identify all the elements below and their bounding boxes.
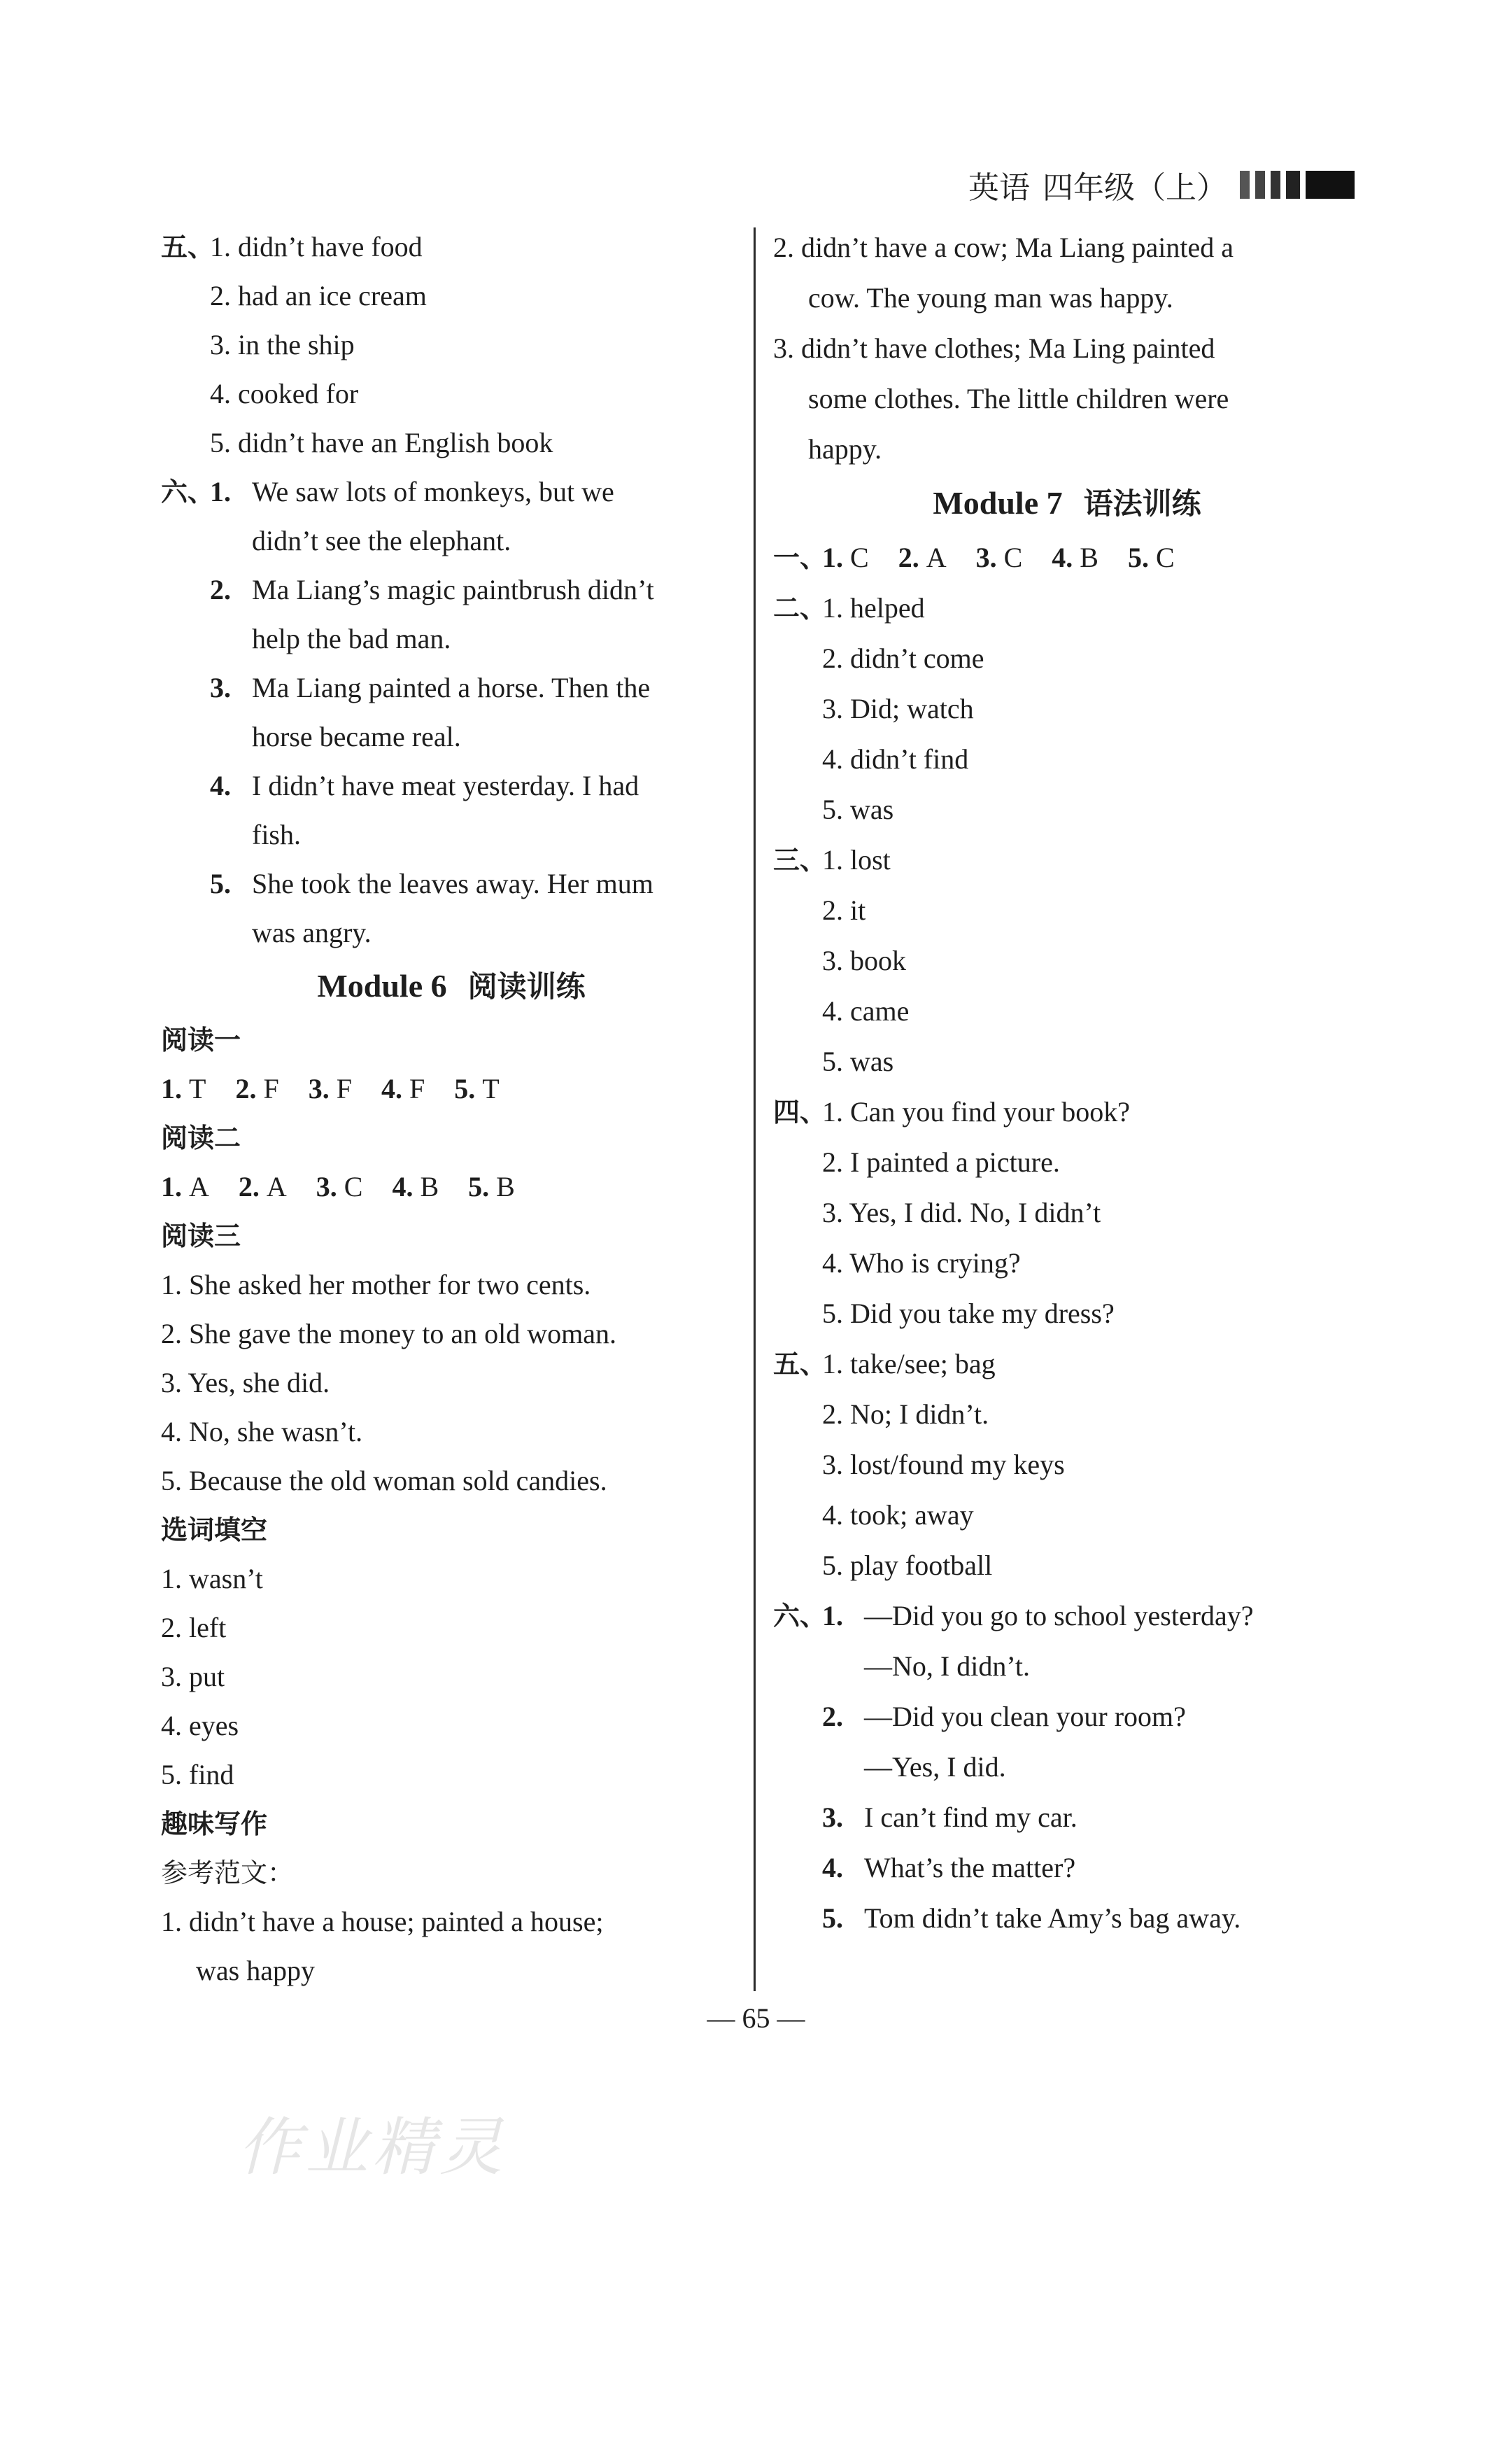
item-number: 1. xyxy=(210,476,231,507)
list-item xyxy=(773,734,1361,785)
answer-text: I can’t find my car. xyxy=(864,1802,1078,1833)
list-item xyxy=(773,633,1361,684)
answer-text: 3. lost/found my keys xyxy=(822,1449,1065,1480)
list-item: 1. wasn’t xyxy=(161,1563,263,1594)
list-item xyxy=(773,1037,1361,1087)
answer-continuation: cow. The young man was happy. xyxy=(808,282,1173,314)
list-item xyxy=(773,785,1361,835)
list-item: 5. Because the old woman sold candies. xyxy=(161,1465,607,1496)
list-item xyxy=(773,1893,1361,1944)
item-number: 3. xyxy=(822,1802,843,1833)
list-item xyxy=(161,321,742,370)
module-7-heading xyxy=(773,475,1361,533)
answer-text: We saw lots of monkeys, but we xyxy=(252,476,614,507)
answer-text: 4. Who is crying? xyxy=(822,1247,1021,1279)
reading-3-label: 阅读三 xyxy=(161,1221,241,1251)
answer-text: 3. Did; watch xyxy=(822,693,974,724)
answer-text: 3. in the ship xyxy=(210,329,355,360)
header-decoration xyxy=(1240,171,1355,199)
list-item: 5. find xyxy=(161,1759,234,1790)
list-item xyxy=(773,1339,1361,1389)
answer-text: —Did you go to school yesterday? xyxy=(864,1600,1254,1631)
answer-text: 5. was xyxy=(822,1046,894,1077)
answer-text: 1. lost xyxy=(822,844,891,876)
answer-text: 1. Can you find your book? xyxy=(822,1096,1130,1128)
list-item xyxy=(773,986,1361,1037)
answer-continuation: horse became real. xyxy=(252,721,461,752)
list-item xyxy=(773,1540,1361,1591)
column-divider xyxy=(754,227,756,1991)
item-number: 1. xyxy=(822,1600,843,1631)
left-column xyxy=(161,223,742,1995)
module-subtitle: 阅读训练 xyxy=(467,969,586,1004)
list-item xyxy=(161,566,742,614)
item-number: 4. xyxy=(822,1852,843,1883)
answer-continuation: help the bad man. xyxy=(252,623,451,654)
list-item xyxy=(773,1137,1361,1188)
list-item: 4. No, she wasn’t. xyxy=(161,1416,363,1447)
answer-text: I didn’t have meat yesterday. I had xyxy=(252,770,640,801)
list-item: 3. didn’t have clothes; Ma Ling painted xyxy=(773,332,1215,364)
answer-text: 5. was xyxy=(822,794,894,825)
list-item xyxy=(161,272,742,321)
answer-text: 1. take/see; bag xyxy=(822,1348,996,1379)
fill-blanks-label: 选词填空 xyxy=(161,1515,268,1545)
sample-label: 参考范文： xyxy=(161,1857,295,1888)
answer-text: Ma Liang painted a horse. Then the xyxy=(252,672,651,703)
header-grade: 四年级（上） xyxy=(1043,170,1227,206)
module-title: Module 7 xyxy=(933,485,1063,521)
answer-text: 2. didn’t come xyxy=(822,642,984,674)
list-item: 1. She asked her mother for two cents. xyxy=(161,1269,591,1300)
item-number: 5. xyxy=(210,868,231,899)
answer-text: 5. play football xyxy=(822,1550,993,1581)
answer-text: —Did you clean your room? xyxy=(864,1701,1186,1732)
answer-text: 5. didn’t have an English book xyxy=(210,427,553,458)
list-item xyxy=(773,1188,1361,1238)
answer-continuation: was happy xyxy=(196,1955,315,1986)
list-item xyxy=(161,663,742,712)
answer-text: 4. took; away xyxy=(822,1499,974,1531)
list-item xyxy=(773,1692,1361,1742)
list-item: 3. Yes, she did. xyxy=(161,1367,330,1398)
answer-text: She took the leaves away. Her mum xyxy=(252,868,653,899)
list-item xyxy=(161,859,742,908)
list-item xyxy=(161,468,742,517)
module-title: Module 6 xyxy=(317,968,447,1004)
answer-continuation: some clothes. The little children were xyxy=(808,383,1229,414)
answer-continuation: didn’t see the elephant. xyxy=(252,525,511,556)
answer-text: 4. cooked for xyxy=(210,378,359,409)
answer-text: 2. had an ice cream xyxy=(210,280,427,311)
section-label: 六、 xyxy=(773,1601,827,1631)
answer-text: Ma Liang’s magic paintbrush didn’t xyxy=(252,574,654,605)
list-item xyxy=(773,1440,1361,1490)
list-item: 4. eyes xyxy=(161,1710,239,1741)
list-item xyxy=(773,583,1361,633)
section-label: 三、 xyxy=(773,845,827,876)
answer-text: 3. book xyxy=(822,945,906,976)
answer-continuation: —Yes, I did. xyxy=(864,1751,1006,1783)
answer-continuation: happy. xyxy=(808,433,882,465)
answer-text: Tom didn’t take Amy’s bag away. xyxy=(864,1902,1241,1934)
answer-continuation: fish. xyxy=(252,819,301,850)
section-label: 四、 xyxy=(773,1097,827,1128)
answer-text: What’s the matter? xyxy=(864,1852,1076,1883)
answer-text: 1. didn’t have food xyxy=(210,231,423,262)
list-item xyxy=(773,885,1361,936)
list-item xyxy=(773,1087,1361,1137)
answer-text: 4. didn’t find xyxy=(822,743,969,775)
watermark: 作业精灵 xyxy=(238,2111,507,2184)
list-item xyxy=(773,1288,1361,1339)
list-item xyxy=(773,684,1361,734)
answer-continuation: was angry. xyxy=(252,917,372,948)
list-item xyxy=(773,1591,1361,1641)
answer-text: 2. No; I didn’t. xyxy=(822,1398,989,1430)
list-item xyxy=(773,835,1361,885)
right-column xyxy=(773,223,1361,1944)
answer-text: 2. it xyxy=(822,894,866,926)
list-item: 1. didn’t have a house; painted a house; xyxy=(161,1906,604,1937)
page-header xyxy=(968,162,1355,207)
item-number: 2. xyxy=(210,574,231,605)
item-number: 3. xyxy=(210,672,231,703)
reading-2-answers: 1. A 2. A 3. C 4. B 5. B xyxy=(161,1171,515,1202)
section-label: 六、 xyxy=(161,477,215,507)
list-item xyxy=(773,1490,1361,1540)
section-label: 五、 xyxy=(773,1349,827,1379)
item-number: 5. xyxy=(822,1902,843,1934)
section-label: 五、 xyxy=(161,232,215,262)
section-label: 一、 xyxy=(773,542,827,573)
section-label: 二、 xyxy=(773,593,827,624)
list-item: 3. put xyxy=(161,1661,225,1692)
answer-text: 5. Did you take my dress? xyxy=(822,1298,1115,1329)
list-item xyxy=(773,1792,1361,1843)
answer-text: 3. Yes, I did. No, I didn’t xyxy=(822,1197,1101,1228)
page-number: — 65 — xyxy=(707,2002,805,2034)
reading-2-label: 阅读二 xyxy=(161,1123,241,1153)
list-item: 2. She gave the money to an old woman. xyxy=(161,1318,616,1349)
list-item xyxy=(161,223,742,272)
header-subject: 英语 xyxy=(968,170,1030,206)
list-item xyxy=(773,1843,1361,1893)
list-item xyxy=(773,936,1361,986)
item-number: 2. xyxy=(822,1701,843,1732)
list-item: 2. didn’t have a cow; Ma Liang painted a xyxy=(773,232,1234,263)
list-item xyxy=(161,419,742,468)
reading-1-answers: 1. T 2. F 3. F 4. F 5. T xyxy=(161,1073,500,1104)
module-subtitle: 语法训练 xyxy=(1083,486,1201,521)
list-item xyxy=(161,370,742,419)
list-item xyxy=(773,1238,1361,1288)
answer-text: 2. I painted a picture. xyxy=(822,1146,1060,1178)
list-item xyxy=(161,761,742,810)
item-number: 4. xyxy=(210,770,231,801)
answer-text: 1. helped xyxy=(822,592,925,624)
reading-1-label: 阅读一 xyxy=(161,1025,241,1055)
module-6-heading xyxy=(161,957,742,1016)
list-item: 2. left xyxy=(161,1612,227,1643)
section-1-answers: 一、 1. C 2. A 3. C 4. B 5. C xyxy=(773,533,1361,583)
answer-continuation: —No, I didn’t. xyxy=(864,1650,1031,1682)
list-item xyxy=(773,1389,1361,1440)
writing-label: 趣味写作 xyxy=(161,1809,268,1839)
answer-text: 4. came xyxy=(822,995,910,1027)
